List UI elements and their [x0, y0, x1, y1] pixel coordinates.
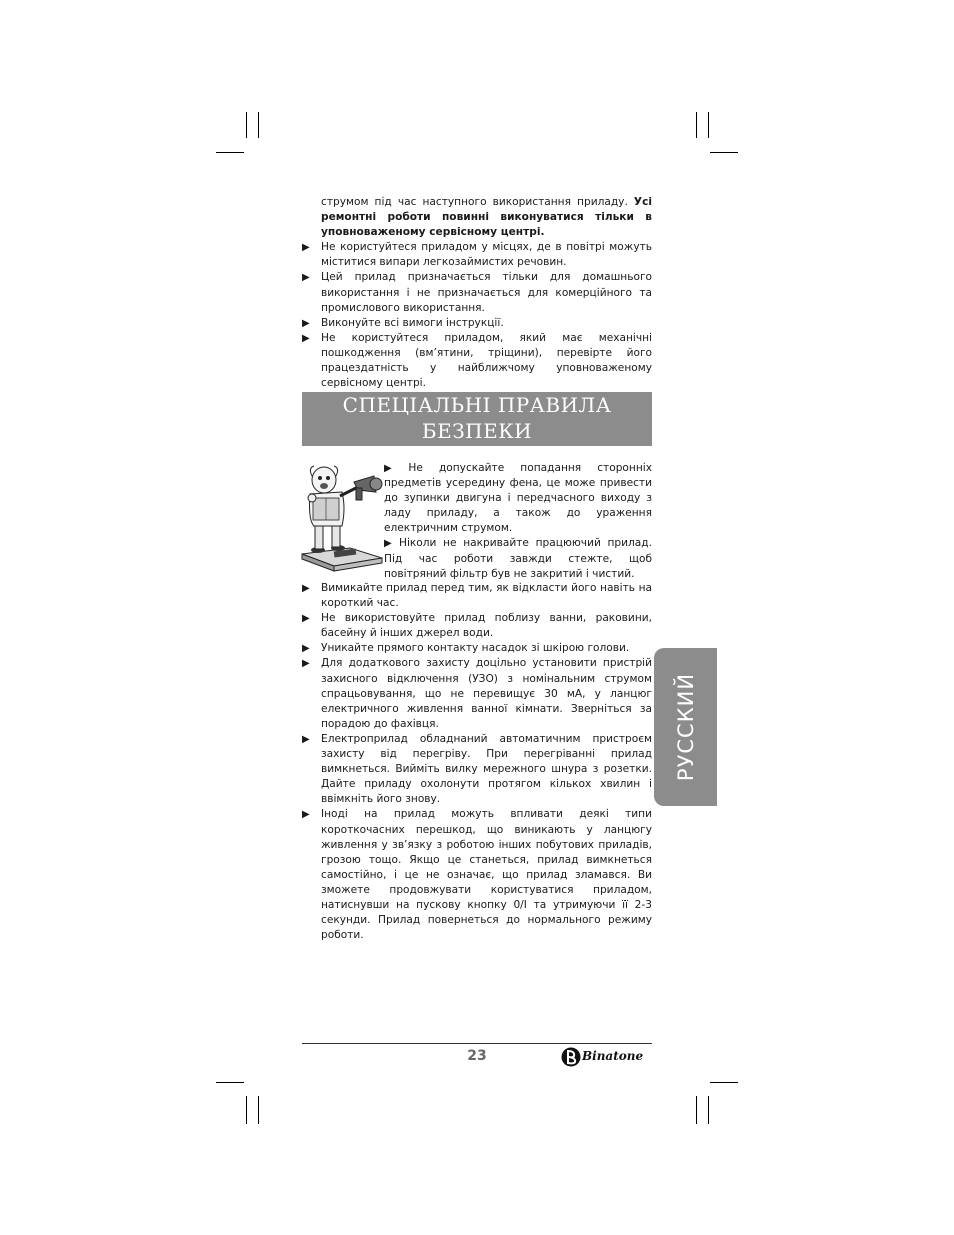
crop-mark: [216, 1082, 244, 1083]
figure-paragraph-text: Не допускайте попадання сторонніх предметів усередину фена, це може привести до зупинки двигуна і передчасного виходу з ладу приладу, а також до ураження електричним струмом.: [384, 462, 652, 535]
list-item-text: Не користуйтеся приладом у місцях, де в повітрі можуть міститися випари легкозаймистих речовин.: [321, 241, 652, 269]
list-item: [302, 641, 652, 656]
bullet-arrow-icon: ▶: [302, 613, 310, 625]
crop-mark: [216, 152, 244, 153]
list-item: [302, 270, 652, 315]
list-item: [302, 581, 652, 611]
crop-mark: [258, 112, 259, 138]
continuation-plain: струмом під час наступного використання приладу.: [321, 196, 634, 208]
list-item-text: Виконуйте всі вимоги інструкції.: [321, 316, 504, 329]
footer-divider: [302, 1043, 652, 1044]
list-item-text: Цей прилад призначається тільки для домашнього використання і не призначається для комерційного та промислового використання.: [321, 271, 652, 314]
list-item-text: Іноді на прилад можуть впливати деякі типи короткочасних перешкод, що виникають у ланцюгу живлення у зв’язку з роботою інших побутових приладів, грозою тощо. Якщо це станеться, прилад вимкнеться самостійно, і це не означає, що прилад зламався. Ви зможете продовжувати користуватися приладом, натиснувши на пускову кнопку 0/I та утримуючи її 2-3 секунди. Прилад повернеться до нормального режиму роботи.: [321, 808, 652, 942]
list-item-text: Уникайте прямого контакту насадок зі шкірою голови.: [321, 642, 630, 655]
bullet-arrow-icon: ▶: [384, 463, 405, 474]
bullet-arrow-icon: ▶: [302, 583, 310, 594]
list-item: [302, 656, 652, 731]
bullet-arrow-icon: ▶: [302, 733, 310, 745]
continuation-bold: Усі ремонтні роботи повинні виконуватися тільки в уповноваженому сервісному центрі.: [321, 196, 652, 239]
section-heading-line1: СПЕЦІАЛЬНІ ПРАВИЛА: [342, 393, 612, 417]
crop-mark: [696, 112, 697, 138]
bullet-arrow-icon: ▶: [302, 317, 310, 329]
list-item-text: Вимикайте прилад перед тим, як відкласти його навіть на короткий час.: [321, 582, 652, 610]
crop-mark: [258, 1096, 259, 1124]
crop-mark: [710, 152, 738, 153]
crop-mark: [246, 112, 247, 138]
list-item: [302, 240, 652, 270]
figure-paragraph: [384, 536, 652, 581]
brand-name: Binatone: [582, 1049, 644, 1063]
figure-paragraph-text: Ніколи не накривайте працюючий прилад. Під час роботи завжди стежте, щоб повітряний фільтр був не закритий і чистий.: [384, 537, 652, 580]
language-tab-label: РУССКИЙ: [673, 672, 698, 782]
list-item: [302, 807, 652, 943]
bullet-arrow-icon: ▶: [302, 809, 310, 821]
bullet-arrow-icon: ▶: [302, 242, 310, 254]
top-text-block: [302, 195, 652, 391]
figure-side-text: [384, 461, 652, 582]
bullet-arrow-icon: ▶: [302, 643, 310, 655]
list-item-text: Не користуйтеся приладом, який має механічні пошкодження (вм’ятини, тріщини), перевірте його працездатність у найближчому уповноваженому сервісному центрі.: [321, 331, 652, 390]
language-tab: [654, 648, 717, 806]
list-item-text: Електроприлад обладнаний автоматичним пристроєм захисту від перегріву. При перегріванні прилад вимкнеться. Вийміть вилку мережного шнура з розетки. Дайте приладу охолонути протягом кількох хвилин і ввімкніть його знову.: [321, 732, 652, 806]
crop-mark: [246, 1096, 247, 1124]
crop-mark: [696, 1096, 697, 1124]
list-item: [302, 316, 652, 331]
crop-mark: [708, 1096, 709, 1124]
page-number: 23: [467, 1048, 487, 1064]
list-item: [302, 732, 652, 807]
bullet-arrow-icon: ▶: [302, 658, 310, 670]
brand-logo: [561, 1046, 653, 1068]
man-with-hairdryer-illustration: [298, 462, 384, 574]
list-item: [302, 331, 652, 391]
list-item-text: Для додаткового захисту доцільно установити пристрій захисного відключення (УЗО) з номінальним струмом спрацьовування, що не перевищує 30 мА, у ланцюг електричного живлення ванної кімнати. Зверніться за порадою до фахівця.: [321, 657, 652, 730]
continuation-paragraph: [302, 195, 652, 240]
list-item: [302, 611, 652, 641]
binatone-logo-icon: [561, 1046, 581, 1068]
bullet-arrow-icon: ▶: [302, 332, 310, 344]
bullet-arrow-icon: ▶: [302, 272, 310, 284]
bottom-text-block: [302, 581, 652, 943]
list-item-text: Не використовуйте прилад поблизу ванни, раковини, басейну й інших джерел води.: [321, 612, 652, 640]
bullet-arrow-icon: ▶: [384, 538, 395, 550]
crop-mark: [708, 112, 709, 138]
section-heading-line2: БЕЗПЕКИ: [421, 419, 533, 443]
section-heading: [302, 392, 652, 446]
crop-mark: [710, 1082, 738, 1083]
figure-paragraph: [384, 461, 652, 536]
